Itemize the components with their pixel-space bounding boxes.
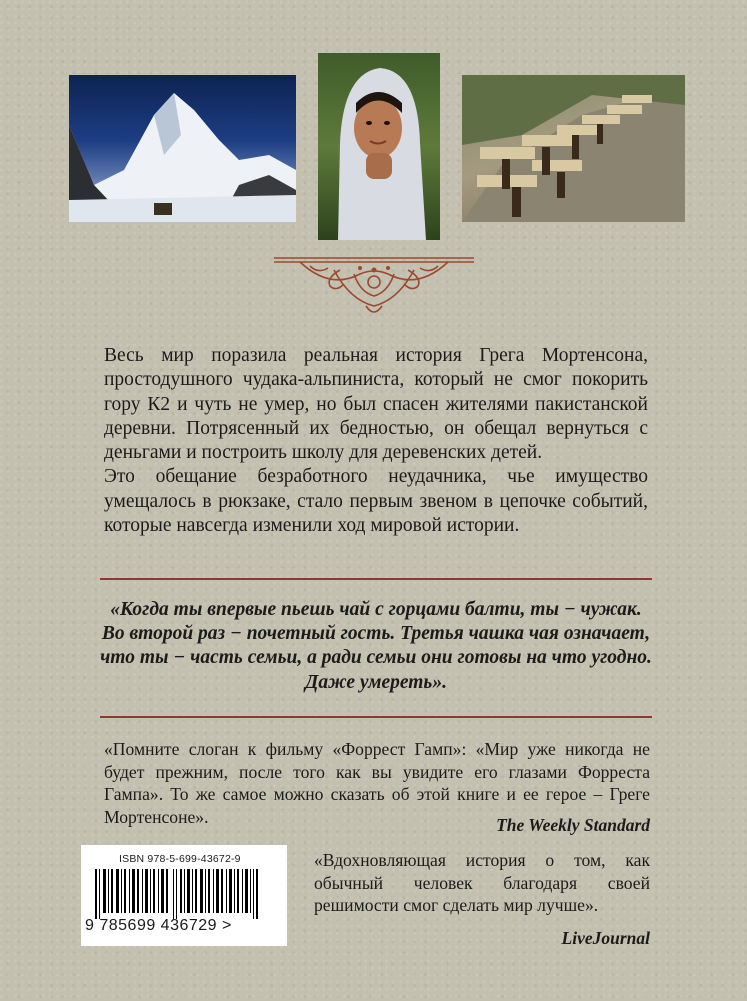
- quote-line-4: Даже умереть».: [305, 671, 447, 693]
- isbn-label: ISBN 978-5-699-43672-9: [119, 853, 241, 865]
- barcode-bars: [95, 869, 265, 919]
- quote-line-2: Во второй раз − почетный гость. Третья чашка чая означает,: [101, 623, 651, 645]
- review-text-1: «Помните слоган к фильму «Форрест Гамп»: «Мир уже никогда не будет прежним, после того как вы увидите его глазами Форреста Гампа». То же самое можно сказать об этой книге и ее герое – Греге Мортенсоне».: [104, 739, 650, 827]
- divider-bottom: [100, 716, 652, 718]
- mountain-photo: [69, 75, 296, 222]
- description-paragraph-1: Весь мир поразила реальная история Грега Мортенсона, простодушного чудака-альпиниста, который не смог покорить гору К2 и чуть не умер, но был спасен жителями пакистанской деревни. Потрясенный их бедностью, он обещал вернуться с деньгами и построить школу для деревенских детей.: [104, 345, 648, 464]
- porters-photo: [462, 75, 685, 222]
- quote-line-3: что ты − часть семьи, а ради семьи они готовы на что угодно.: [100, 647, 652, 669]
- decorative-ornament: [270, 240, 478, 320]
- isbn-barcode: [81, 845, 287, 946]
- barcode-number: 9 785699 436729 >: [85, 917, 232, 934]
- highlighted-quote: [100, 598, 652, 695]
- book-description: [104, 344, 648, 538]
- divider-top: [100, 578, 652, 580]
- review-source-1: The Weekly Standard: [496, 815, 650, 835]
- girl-photo: [318, 53, 440, 240]
- review-source-2: LiveJournal: [561, 928, 650, 948]
- review-text-2: «Вдохновляющая история о том, как обычный человек благодаря своей решимости смог сделать мир лучше».: [314, 850, 650, 916]
- description-paragraph-2: Это обещание безработного неудачника, чье имущество умещалось в рюкзаке, стало первым звеном в цепочке событий, которые навсегда изменили ход мировой истории.: [104, 466, 648, 537]
- quote-line-1: «Когда ты впервые пьешь чай с горцами балти, ты − чужак.: [110, 599, 642, 620]
